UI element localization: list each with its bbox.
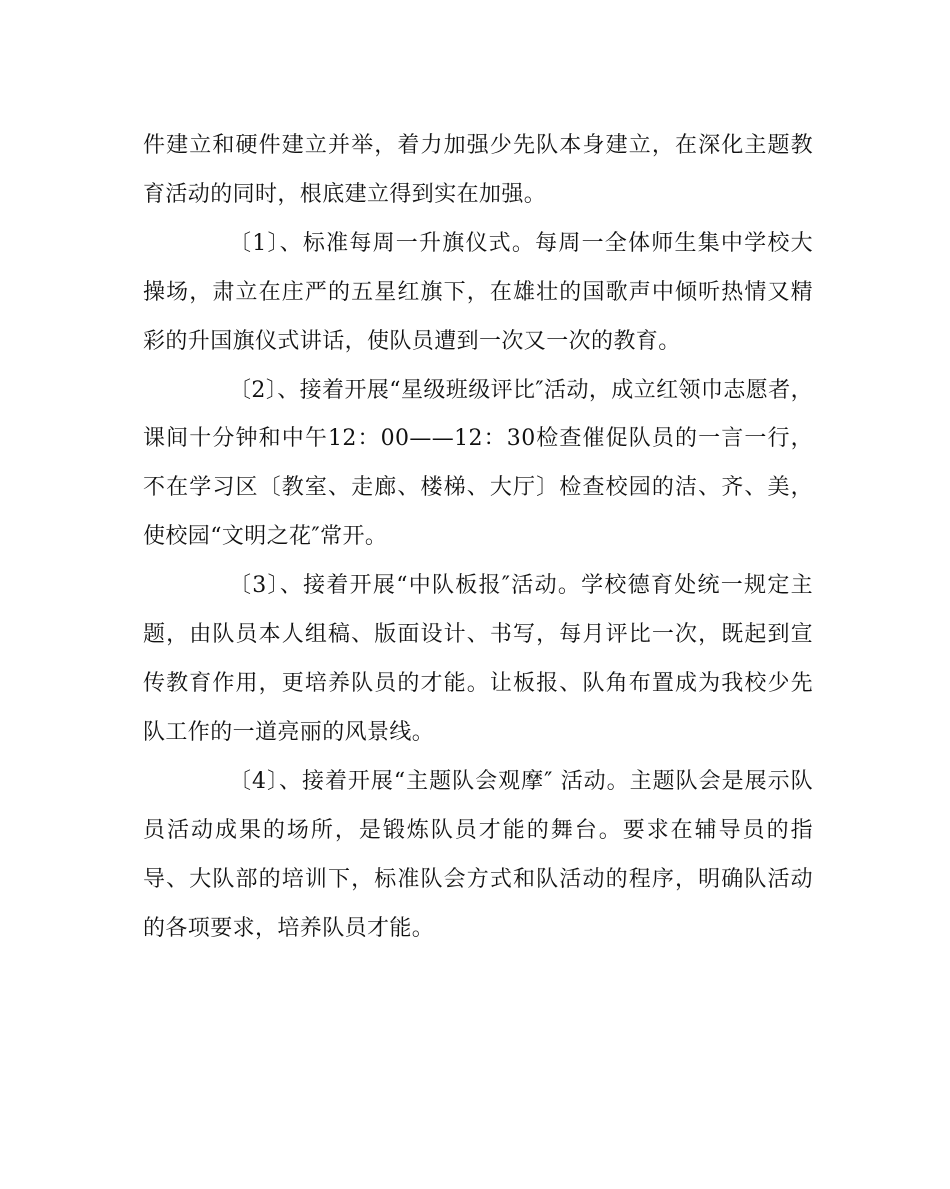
paragraph-continuation: 件建立和硬件建立并举，着力加强少先队本身建立，在深化主题教育活动的同时，根底建立得到实在加强。 — [143, 133, 813, 207]
paragraph-item-4: 〔4〕、接着开展“主题队会观摩″ 活动。主题队会是展示队员活动成果的场所，是锻炼队员才能的舞台。要求在辅导员的指导、大队部的培训下，标准队会方式和队活动的程序，明确队活动的各项要求，培养队员才能。 — [143, 768, 813, 941]
body-text — [143, 122, 813, 953]
paragraph-item-1: 〔1〕、标准每周一升旗仪式。每周一全体师生集中学校大操场，肃立在庄严的五星红旗下，在雄壮的国歌声中倾听热情又精彩的升国旗仪式讲话，使队员遭到一次又一次的教育。 — [143, 230, 813, 354]
paragraph-item-2: 〔2〕、接着开展“星级班级评比″活动，成立红领巾志愿者，课间十分钟和中午12：00——12：30检查催促队员的一言一行，不在学习区〔教室、走廊、楼梯、大厅〕检查校园的洁、齐、美，使校园“文明之花″常开。 — [143, 377, 813, 550]
paragraph-item-3: 〔3〕、接着开展“中队板报″活动。学校德育处统一规定主题，由队员本人组稿、版面设计、书写，每月评比一次，既起到宣传教育作用，更培养队员的才能。让板报、队角布置成为我校少先队工作的一道亮丽的风景线。 — [143, 573, 813, 745]
